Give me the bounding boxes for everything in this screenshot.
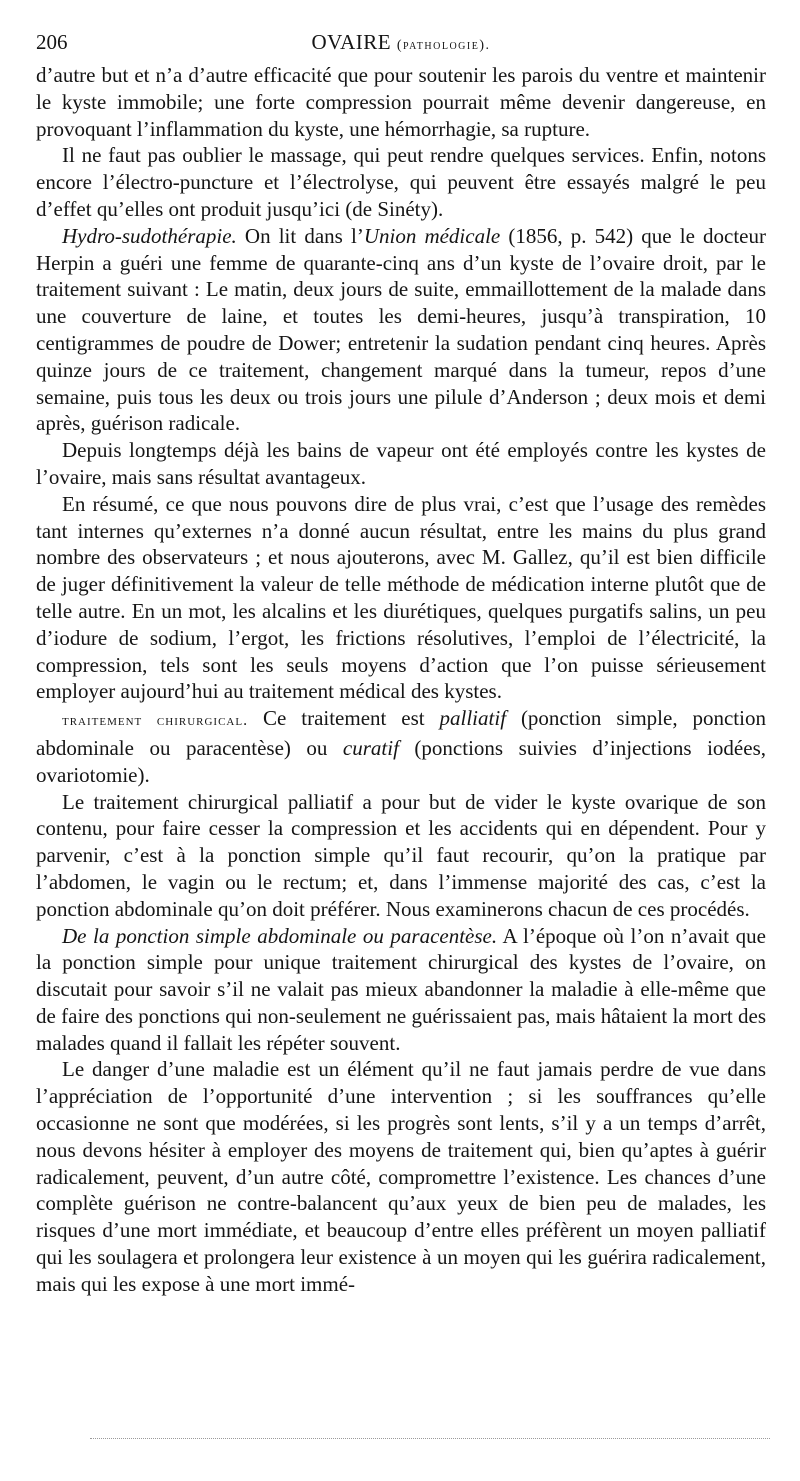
paragraph-massage: Il ne faut pas oublier le massage, qui peut rendre quelques services. Enfin, notons encore l’électro-puncture et l’électrolyse, qui peuvent être essayés malgré le peu d’effet qu’elles ont produit jusqu’ici (de Sinéty). (36, 143, 766, 221)
term-palliatif: palliatif (439, 706, 507, 731)
paragraph-hydro-sudotherapie (36, 223, 766, 437)
paragraph-text: A l’époque où l’on n’avait que la ponction simple pour unique traitement chirurgical des kystes de l’ovaire, on discutait pour savoir s’il ne valait pas mieux abandonner la maladie à elle-même que de faire des ponctions qui non-seulement ne guérissaient pas, mais hâtaient la mort des malades quand il fallait les répéter souvent. (36, 923, 766, 1055)
journal-title: Union médicale (363, 223, 501, 248)
paragraph-danger: Le danger d’une maladie est un élément qu’il ne faut jamais perdre de vue dans l’appréciation de l’opportunité d’une intervention ; si les souffrances qu’elle occasionne ne sont que modérées, si les progrès sont lents, s’il y a un temps d’arrêt, nous devons hésiter à employer des moyens de traitement qui, bien qu’aptes à guérir radicalement, peuvent, d’un autre côté, compromettre l’existence. Les chances d’une complète guérison ne contre-balancent qu’aux yeux de bien peu de malades, les risques d’une mort immédiate, et beaucoup d’entre elles préfèrent un moyen palliatif qui les soulagera et prolongera leur existence à un moyen qui les guérira radicalement, mais qui les expose à une mort immé- (36, 1057, 766, 1296)
section-lead-hydro: Hydro-sudothérapie. (62, 223, 237, 248)
paragraph-bains-vapeur: Depuis longtemps déjà les bains de vapeur ont été employés contre les kystes de l’ovaire, mais sans résultat avantageux. (36, 438, 766, 489)
running-title-main: OVAIRE (311, 30, 392, 54)
paragraph-text: (1856, p. 542) que le docteur Herpin a guéri une femme de quarante-cinq ans d’un kyste de l’ovaire droit, par le traitement suivant : Le matin, deux jours de suite, emmaillottement de la malade dans une couverture de laine, et toutes les demi-heures, jusqu’à transpiration, 10 centigrammes de poudre de Dower; entretenir la sudation pendant cinq heures. Après quinze jours de ce traitement, changement marqué dans la tumeur, repos d’une semaine, puis tous les deux ou trois jours une pilule d’Anderson ; deux mois et demi après, guérison radicale. (36, 223, 766, 436)
page-number: 206 (36, 30, 68, 54)
footer-rule (90, 1438, 770, 1439)
page-body (36, 62, 766, 1298)
paragraph-ponction-simple (36, 923, 766, 1057)
section-heading-traitement-chirurgical: traitement chirurgical. (62, 712, 249, 730)
paragraph-resume: En résumé, ce que nous pouvons dire de plus vrai, c’est que l’usage des remèdes tant internes qu’externes n’a donné aucun résultat, entre les mains du plus grand nombre des observateurs ; et nous ajouterons, avec M. Gallez, qu’il est bien difficile de juger définitivement la valeur de telle méthode de médication interne plutôt que de telle autre. En un mot, les alcalins et les diurétiques, quelques purgatifs salins, un peu d’iodure de sodium, l’ergot, les frictions résolutives, l’emploi de l’électricité, la compression, tels sont les seuls moyens d’action que l’on puisse sérieusement employer aujourd’hui au traitement médical des kystes. (36, 491, 766, 704)
paragraph-text: On lit dans l’ (236, 223, 364, 248)
paragraph-text: (ponction simple, ponction abdominale ou paracentèse) ou (36, 706, 766, 760)
running-title-sub: (pathologie). (396, 38, 491, 53)
paragraph-traitement-palliatif: Le traitement chirurgical palliatif a pour but de vider le kyste ovarique de son contenu, pour faire cesser la compression et les accidents qui en dépendent. Pour y parvenir, c’est à la ponction simple qu’il faut recourir, qu’on la pratique par l’abdomen, le vagin ou le rectum; et, dans l’immense majorité des cas, c’est la ponction abdominale qu’on doit préférer. Nous examinerons chacun de ces procédés. (36, 789, 766, 921)
paragraph-text: (ponctions suivies d’injections iodées, ovariotomie). (36, 735, 766, 787)
paragraph-text: Ce traitement est (248, 706, 440, 731)
section-lead-ponction: De la ponction simple abdominale ou paracentèse. (62, 923, 498, 948)
running-header (36, 30, 766, 58)
paragraph-traitement-chirurgical (36, 705, 766, 788)
running-title (36, 30, 766, 55)
paragraph-continuation: d’autre but et n’a d’autre efficacité que pour soutenir les parois du ventre et maintenir le kyste immobile; une forte compression pourrait même devenir dangereuse, en provoquant l’inflammation du kyste, une hémorrhagie, sa rupture. (36, 63, 766, 141)
term-curatif: curatif (342, 735, 399, 760)
